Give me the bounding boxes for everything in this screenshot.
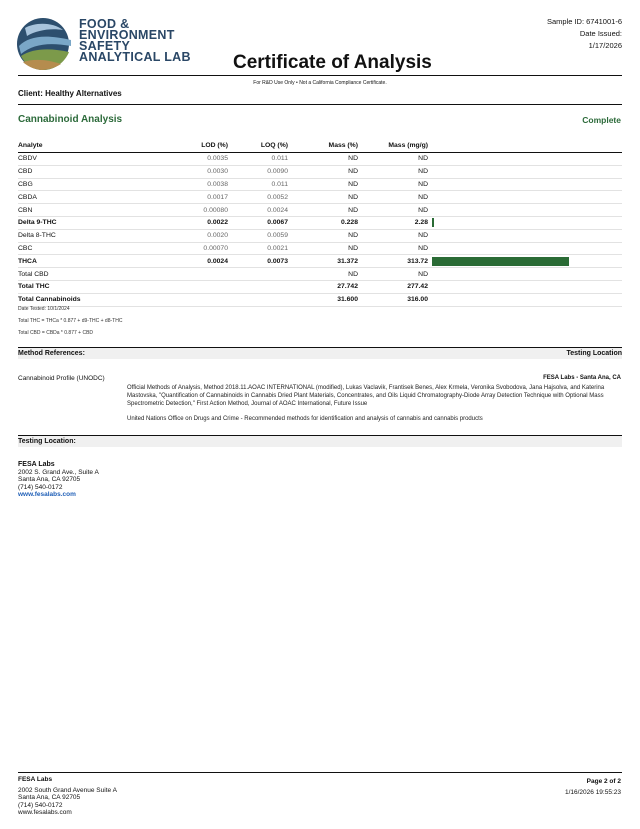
lod-cell: 0.0024 [168, 255, 228, 268]
lod-cell [168, 268, 228, 281]
mass-mg-cell: 316.00 [358, 293, 428, 306]
testing-location-title: Testing Location: [18, 438, 76, 445]
lod-cell: 0.00080 [168, 204, 228, 217]
date-tested: Date Tested: 10/1/2024 [18, 306, 70, 312]
loq-cell: 0.0024 [228, 204, 288, 217]
lod-cell: 0.0020 [168, 229, 228, 242]
cannabinoid-table [18, 139, 622, 307]
date-issued: 1/17/2026 [588, 41, 622, 50]
footer-page-info [565, 776, 621, 798]
lab-address-line2: Santa Ana, CA 92705 [18, 476, 81, 484]
analyte-cell: CBC [18, 242, 168, 255]
method-name: Cannabinoid Profile (UNODC) [18, 375, 105, 382]
lod-cell: 0.0030 [168, 165, 228, 178]
fesa-logo [15, 16, 191, 74]
loq-cell: 0.011 [228, 153, 288, 166]
mass-mg-cell: ND [358, 268, 428, 281]
testing-location-address [18, 461, 99, 499]
footer-address-line1: 2002 South Grand Avenue Suite A [18, 786, 117, 794]
footer-address-line2: Santa Ana, CA 92705 [18, 794, 81, 802]
analyte-cell: CBDV [18, 153, 168, 166]
loq-cell [228, 293, 288, 306]
table-row [18, 216, 622, 229]
analysis-status: Complete [582, 115, 621, 125]
page-title: Certificate of Analysis [233, 52, 432, 73]
lab-phone: (714) 540-0172 [18, 483, 63, 491]
table-row [18, 165, 622, 178]
footer-website: www.fesalabs.com [18, 809, 72, 817]
analyte-cell: Total THC [18, 280, 168, 293]
section-title-cannabinoid: Cannabinoid Analysis [18, 114, 123, 125]
footer-address [18, 776, 117, 817]
col-bar [428, 139, 622, 153]
analyte-cell: THCA [18, 255, 168, 268]
fesa-logo-icon [15, 16, 75, 72]
mass-pct-cell: 0.228 [288, 216, 358, 229]
logo-text: FOOD & ENVIRONMENT SAFETY ANALYTICAL LAB [79, 17, 191, 64]
lod-cell: 0.0017 [168, 191, 228, 204]
sample-id: Sample ID: 6741001-6 [546, 17, 622, 26]
table-row [18, 293, 622, 306]
analyte-cell: CBN [18, 204, 168, 217]
lab-website-link[interactable]: www.fesalabs.com [18, 491, 76, 499]
page-number: Page 2 of 2 [586, 778, 621, 785]
col-mass-mg: Mass (mg/g) [358, 139, 428, 153]
table-row [18, 268, 622, 281]
mass-pct-cell: ND [288, 165, 358, 178]
mass-mg-cell: ND [358, 204, 428, 217]
loq-cell: 0.0073 [228, 255, 288, 268]
client-divider [18, 104, 622, 105]
method-location: FESA Labs - Santa Ana, CA [543, 375, 621, 381]
analyte-cell: Total CBD [18, 268, 168, 281]
loq-cell [228, 268, 288, 281]
method-references-label: Method References: [18, 350, 85, 357]
total-thc-formula: Total THC = THCa * 0.877 + d9-THC + d8-THC [18, 318, 123, 324]
mass-bar-cell [428, 280, 622, 293]
lod-cell [168, 293, 228, 306]
table-header-row [18, 139, 622, 153]
analyte-cell: CBG [18, 178, 168, 191]
sample-meta [547, 16, 622, 52]
testing-location-label: Testing Location [566, 350, 622, 357]
mass-bar-cell [428, 191, 622, 204]
col-mass-pct: Mass (%) [288, 139, 358, 153]
mass-pct-cell: ND [288, 204, 358, 217]
mass-bar [432, 257, 569, 266]
date-issued-label: Date Issued: [579, 29, 622, 38]
mass-pct-cell: 31.600 [288, 293, 358, 306]
loq-cell: 0.0021 [228, 242, 288, 255]
mass-pct-cell: ND [288, 191, 358, 204]
col-loq: LOQ (%) [228, 139, 288, 153]
table-row [18, 204, 622, 217]
lod-cell [168, 280, 228, 293]
mass-bar-cell [428, 255, 622, 268]
header-divider [18, 75, 622, 76]
col-analyte: Analyte [18, 139, 168, 153]
col-lod: LOD (%) [168, 139, 228, 153]
mass-bar-cell [428, 178, 622, 191]
footer-timestamp: 1/16/2026 19:55:23 [564, 789, 621, 796]
analyte-cell: Total Cannabinoids [18, 293, 168, 306]
loq-cell: 0.0067 [228, 216, 288, 229]
disclaimer: For R&D Use Only • Not a California Compliance Certificate. [253, 80, 387, 86]
mass-mg-cell: ND [358, 191, 428, 204]
mass-bar [432, 218, 434, 227]
mass-pct-cell: ND [288, 268, 358, 281]
lod-cell: 0.0022 [168, 216, 228, 229]
mass-mg-cell: ND [358, 229, 428, 242]
mass-pct-cell: ND [288, 178, 358, 191]
mass-mg-cell: ND [358, 153, 428, 166]
method-reference-aoac: Official Methods of Analysis, Method 2018.11.AOAC INTERNATIONAL (modified), Lukas Vaclavik, Frantisek Benes, Alex Krmela, Veronika Svobodova, Jana Hajsolva, and Katerina Mastovska, "Quantification of Cannabinoids in Cannabis Dried Plant Materials, Concentrates, and Oils Liquid Chromatography-Diode Array Detection Technique with Optional Mass Spectrometric Detection," First Action Method, Journal of AOAC International, Future Issue [127, 385, 605, 407]
table-row [18, 280, 622, 293]
total-cbd-formula: Total CBD = CBDa * 0.877 + CBD [18, 330, 94, 336]
loq-cell: 0.0052 [228, 191, 288, 204]
lab-name: FESA Labs [18, 461, 55, 468]
mass-bar-cell [428, 216, 622, 229]
analyte-cell: Delta 9-THC [18, 216, 168, 229]
table-row [18, 229, 622, 242]
mass-mg-cell: 277.42 [358, 280, 428, 293]
mass-mg-cell: ND [358, 178, 428, 191]
footer-phone: (714) 540-0172 [18, 801, 63, 809]
mass-bar-cell [428, 242, 622, 255]
mass-pct-cell: ND [288, 242, 358, 255]
lod-cell: 0.00070 [168, 242, 228, 255]
table-row [18, 242, 622, 255]
mass-pct-cell: ND [288, 153, 358, 166]
client-name: Client: Healthy Alternatives [18, 89, 122, 98]
cannabinoid-table-body [18, 153, 622, 307]
mass-mg-cell: ND [358, 165, 428, 178]
lod-cell: 0.0038 [168, 178, 228, 191]
mass-mg-cell: 313.72 [358, 255, 428, 268]
table-row [18, 153, 622, 166]
lod-cell: 0.0035 [168, 153, 228, 166]
mass-bar-cell [428, 153, 622, 166]
method-reference-unodc: United Nations Office on Drugs and Crime - Recommended methods for identification and analysis of cannabis and cannabis products [127, 416, 483, 422]
mass-pct-cell: 31.372 [288, 255, 358, 268]
mass-bar-cell [428, 268, 622, 281]
mass-mg-cell: ND [358, 242, 428, 255]
mass-bar-cell [428, 229, 622, 242]
loq-cell [228, 280, 288, 293]
footer-lab-name: FESA Labs [18, 776, 53, 783]
mass-bar-cell [428, 293, 622, 306]
table-row [18, 178, 622, 191]
lab-address-line1: 2002 S. Grand Ave., Suite A [18, 468, 99, 476]
analyte-cell: CBD [18, 165, 168, 178]
loq-cell: 0.0059 [228, 229, 288, 242]
mass-pct-cell: ND [288, 229, 358, 242]
method-references-header [18, 347, 622, 359]
mass-mg-cell: 2.28 [358, 216, 428, 229]
testing-location-header [18, 435, 622, 447]
analyte-cell: CBDA [18, 191, 168, 204]
table-row [18, 255, 622, 268]
loq-cell: 0.0090 [228, 165, 288, 178]
loq-cell: 0.011 [228, 178, 288, 191]
mass-pct-cell: 27.742 [288, 280, 358, 293]
analyte-cell: Delta 8-THC [18, 229, 168, 242]
mass-bar-cell [428, 165, 622, 178]
footer-divider [18, 772, 622, 773]
mass-bar-cell [428, 204, 622, 217]
table-row [18, 191, 622, 204]
